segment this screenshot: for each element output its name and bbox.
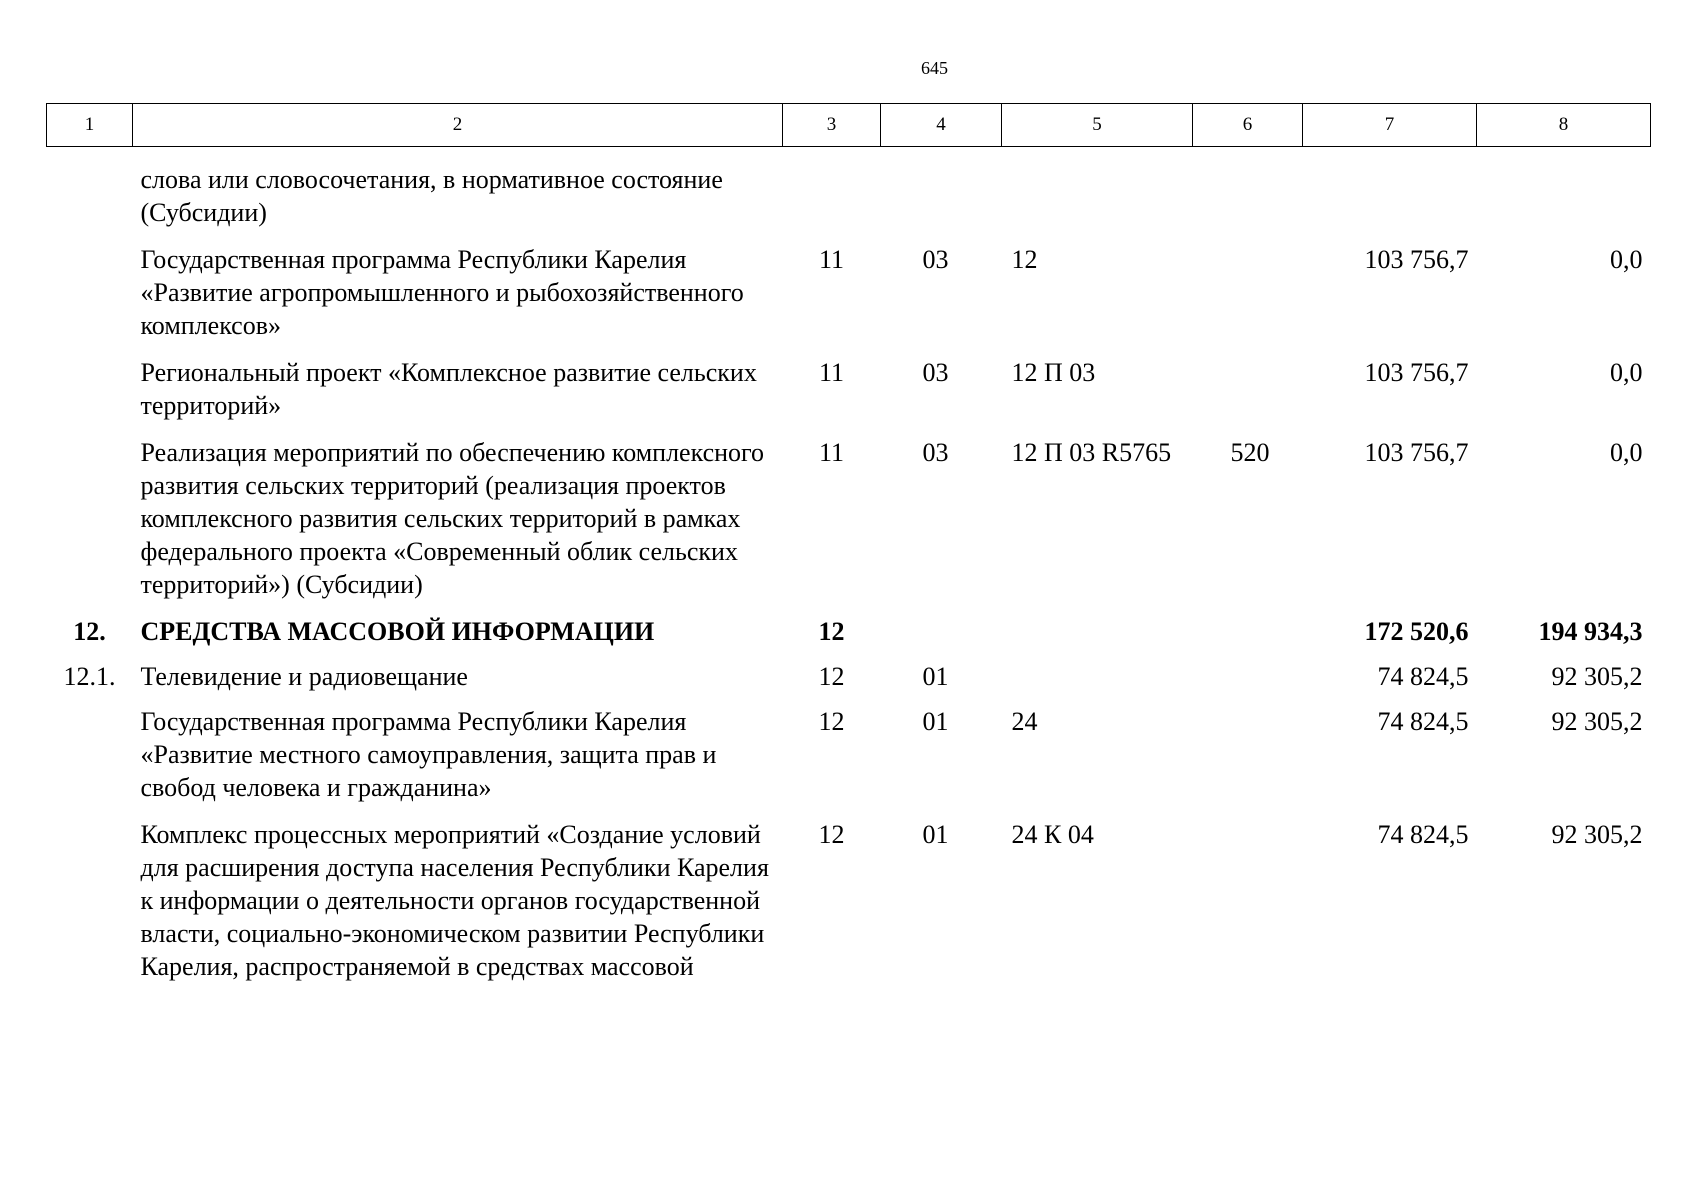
row-col-4: 01 bbox=[922, 707, 949, 736]
row-col-6 bbox=[1193, 615, 1303, 660]
row-col-7: 103 756,7 bbox=[1364, 358, 1469, 387]
table-header bbox=[47, 104, 1651, 147]
row-col-4: 01 bbox=[922, 820, 949, 849]
header-col-3: 3 bbox=[783, 104, 881, 147]
budget-table bbox=[46, 103, 1651, 997]
row-name: Государственная программа Республики Карелия «Развитие агропромышленного и рыбохозяйственного комплексов» bbox=[140, 245, 744, 340]
row-col-4 bbox=[881, 163, 1002, 243]
row-number bbox=[47, 705, 133, 818]
table-row bbox=[47, 436, 1651, 615]
row-col-6: 520 bbox=[1230, 438, 1270, 467]
row-col-4 bbox=[881, 615, 1002, 660]
row-col-3: 11 bbox=[818, 245, 845, 274]
row-col-7: 103 756,7 bbox=[1364, 245, 1469, 274]
header-col-6: 6 bbox=[1193, 104, 1303, 147]
row-col-5: 12 bbox=[1011, 245, 1038, 274]
row-col-6 bbox=[1193, 356, 1303, 436]
header-row bbox=[47, 104, 1651, 147]
table-row-section bbox=[47, 615, 1651, 660]
row-col-5: 24 bbox=[1011, 707, 1038, 736]
header-col-8: 8 bbox=[1477, 104, 1651, 147]
row-name: Реализация мероприятий по обеспечению комплексного развития сельских территорий (реализация проектов комплексного развития сельских территорий в рамках федерального проекта «Современный облик сельских территорий») (Субсидии) bbox=[140, 438, 765, 599]
row-number bbox=[47, 436, 133, 615]
spacer-row bbox=[47, 147, 1651, 164]
table-row-subsection bbox=[47, 660, 1651, 705]
row-number: 12. bbox=[73, 617, 106, 646]
table-row bbox=[47, 243, 1651, 356]
header-col-4: 4 bbox=[881, 104, 1002, 147]
row-name: Государственная программа Республики Карелия «Развитие местного самоуправления, защита прав и свобод человека и гражданина» bbox=[140, 707, 717, 802]
row-col-6 bbox=[1193, 660, 1303, 705]
row-col-5 bbox=[1002, 615, 1193, 660]
header-col-5: 5 bbox=[1002, 104, 1193, 147]
table-row bbox=[47, 818, 1651, 997]
row-col-5: 12 П 03 R5765 bbox=[1011, 438, 1172, 467]
row-col-5 bbox=[1002, 163, 1193, 243]
row-name: СРЕДСТВА МАССОВОЙ ИНФОРМАЦИИ bbox=[140, 617, 655, 646]
row-col-6 bbox=[1193, 163, 1303, 243]
row-col-8: 194 934,3 bbox=[1538, 617, 1643, 646]
header-col-2: 2 bbox=[133, 104, 783, 147]
row-col-4: 03 bbox=[922, 358, 949, 387]
row-col-5: 24 К 04 bbox=[1011, 820, 1094, 849]
spacer-cell bbox=[47, 147, 1651, 164]
row-col-8: 92 305,2 bbox=[1551, 662, 1643, 691]
row-col-7: 74 824,5 bbox=[1377, 707, 1469, 736]
row-col-6 bbox=[1193, 243, 1303, 356]
row-col-3: 11 bbox=[818, 358, 845, 387]
header-col-7: 7 bbox=[1303, 104, 1477, 147]
row-col-4: 03 bbox=[922, 245, 949, 274]
header-col-1: 1 bbox=[47, 104, 133, 147]
row-number bbox=[47, 356, 133, 436]
row-col-4: 03 bbox=[922, 438, 949, 467]
row-col-8: 92 305,2 bbox=[1551, 707, 1643, 736]
row-number bbox=[47, 818, 133, 997]
row-col-4: 01 bbox=[922, 662, 949, 691]
row-col-8: 92 305,2 bbox=[1551, 820, 1643, 849]
row-col-7: 74 824,5 bbox=[1377, 820, 1469, 849]
row-col-8: 0,0 bbox=[1610, 358, 1643, 387]
row-name: Комплекс процессных мероприятий «Создание условий для расширения доступа населения Республики Карелия к информации о деятельности органов государственной власти, социально-экономическом развитии Республики Карелия, распространяемой в средствах массовой bbox=[140, 820, 769, 981]
row-number: 12.1. bbox=[63, 662, 116, 691]
row-col-3: 11 bbox=[818, 438, 845, 467]
row-number bbox=[47, 243, 133, 356]
row-col-6 bbox=[1193, 818, 1303, 997]
row-col-3: 12 bbox=[818, 820, 845, 849]
row-col-7: 74 824,5 bbox=[1377, 662, 1469, 691]
row-col-8 bbox=[1477, 163, 1651, 243]
row-col-3: 12 bbox=[818, 617, 845, 646]
row-name: слова или словосочетания, в нормативное состояние (Субсидии) bbox=[140, 165, 723, 227]
page-number: 645 bbox=[921, 58, 948, 78]
row-col-7: 103 756,7 bbox=[1364, 438, 1469, 467]
row-col-7: 172 520,6 bbox=[1364, 617, 1469, 646]
row-col-6 bbox=[1193, 705, 1303, 818]
table-body bbox=[47, 147, 1651, 998]
row-col-7 bbox=[1303, 163, 1477, 243]
row-col-5: 12 П 03 bbox=[1011, 358, 1096, 387]
row-col-8: 0,0 bbox=[1610, 245, 1643, 274]
row-col-3: 12 bbox=[818, 662, 845, 691]
row-col-8: 0,0 bbox=[1610, 438, 1643, 467]
row-col-5 bbox=[1002, 660, 1193, 705]
row-name: Региональный проект «Комплексное развитие сельских территорий» bbox=[140, 358, 757, 420]
row-col-3 bbox=[783, 163, 881, 243]
row-name: Телевидение и радиовещание bbox=[140, 662, 468, 691]
row-col-3: 12 bbox=[818, 707, 845, 736]
row-number bbox=[47, 163, 133, 243]
table-row bbox=[47, 163, 1651, 243]
table-row bbox=[47, 705, 1651, 818]
table-row bbox=[47, 356, 1651, 436]
